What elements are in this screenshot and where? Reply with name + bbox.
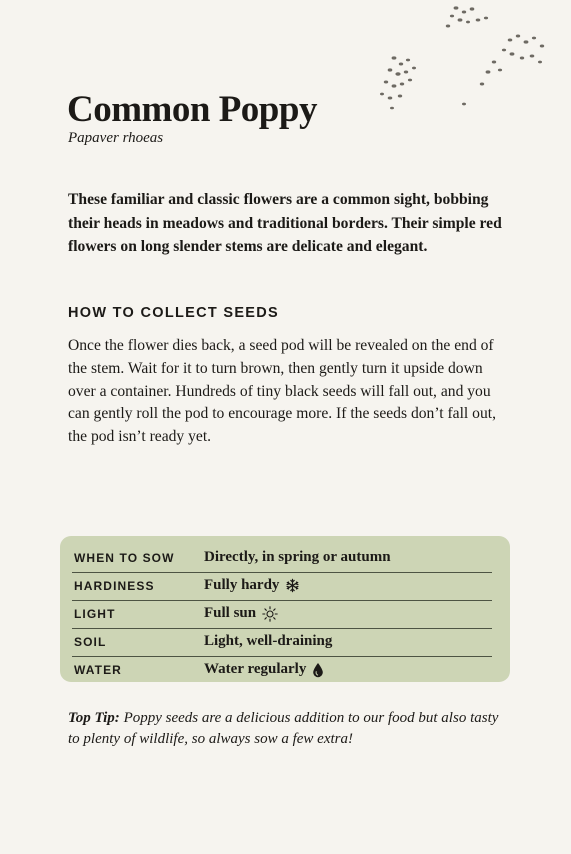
info-label: SOIL: [74, 635, 107, 649]
info-row-soil: [72, 628, 492, 657]
info-value: Directly, in spring or autumn: [204, 549, 391, 565]
info-label: WHEN TO SOW: [74, 551, 175, 565]
top-tip-label: Top Tip:: [68, 710, 120, 726]
info-label: WATER: [74, 663, 122, 677]
info-table: [60, 536, 510, 682]
info-value: Fully hardy: [204, 577, 280, 593]
seeds-illustration-icon: [370, 0, 571, 120]
top-tip: [68, 708, 508, 750]
info-row-hardiness: [72, 572, 492, 601]
snowflake-icon: [285, 578, 300, 593]
info-label: HARDINESS: [74, 579, 155, 593]
page-title: Common Poppy: [67, 89, 317, 130]
top-tip-text: Poppy seeds are a delicious addition to our food but also tasty to plenty of wildlife, so always sow a few extra!: [68, 710, 499, 747]
info-value: Light, well-draining: [204, 633, 333, 649]
info-row-water: [72, 656, 492, 684]
info-row-light: [72, 600, 492, 629]
info-value: Water regularly: [204, 661, 307, 677]
info-value: Full sun: [204, 605, 257, 621]
latin-name: Papaver rhoeas: [68, 130, 164, 146]
info-row-when-to-sow: [72, 544, 492, 573]
water-drop-icon: [312, 662, 324, 678]
section-heading-collect-seeds: HOW TO COLLECT SEEDS: [68, 305, 280, 321]
info-label: LIGHT: [74, 607, 116, 621]
sun-icon: [262, 606, 278, 622]
intro-paragraph: These familiar and classic flowers are a common sight, bobbing their heads in meadows and traditional borders. Their simple red flowers on long slender stems are delicate and elegant.: [68, 191, 502, 255]
collect-seeds-paragraph: Once the flower dies back, a seed pod will be revealed on the end of the stem. Wait for it to turn brown, then gently turn it upside down over a container. Hundreds of tiny black seeds will fall out, and you can gently roll the pod to encourage more. If the seeds don’t fall out, the pod isn’t ready yet.: [68, 337, 496, 446]
